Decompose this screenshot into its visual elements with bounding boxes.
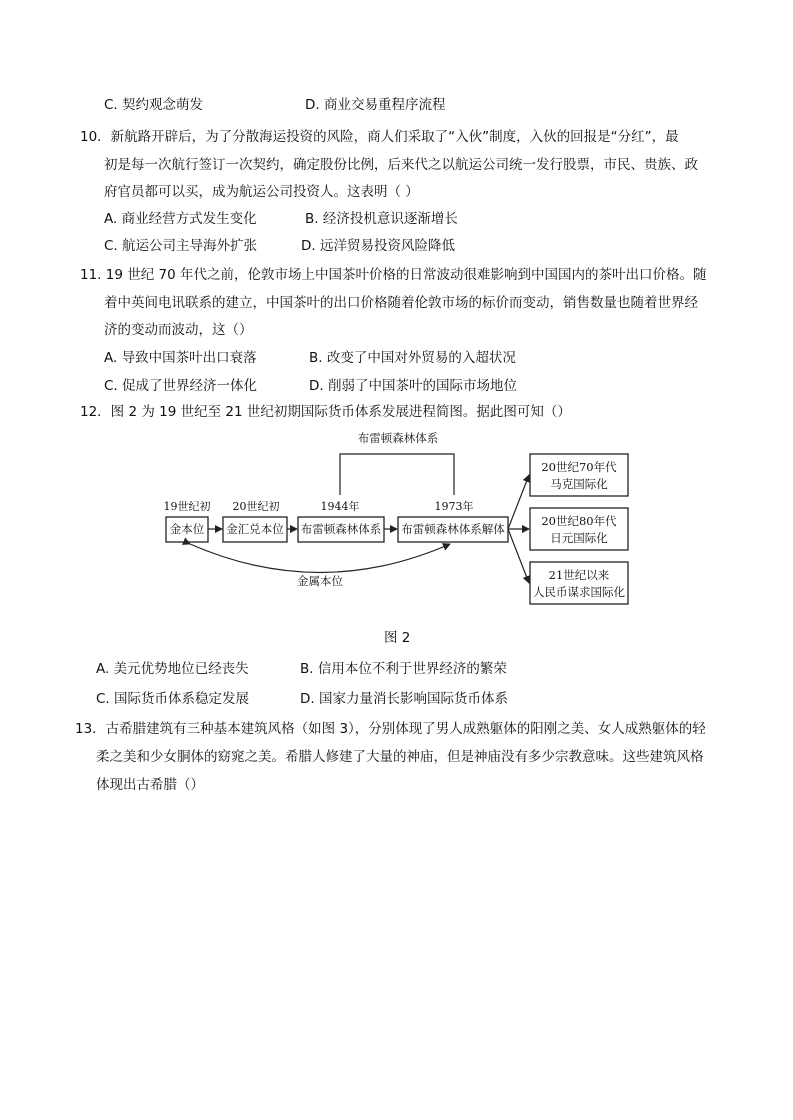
monetary-system-diagram <box>150 425 640 610</box>
q11-stem-line2: 着中英间电讯联系的建立，中国茶叶的出口价格随着伦敦市场的标价而变动，销售数量也随着世界经 <box>104 295 698 311</box>
era-label-2: 20世纪初 <box>232 500 280 513</box>
q10-option-a: A. 商业经营方式发生变化 <box>104 211 257 227</box>
q10-option-c: C. 航运公司主导海外扩张 <box>104 238 258 254</box>
q10-stem-line1: 10．新航路开辟后，为了分散海运投资的风险，商人们采取了“入伙”制度，入伙的回报是“分红”，最 <box>80 129 679 145</box>
q11-option-d: D. 削弱了中国茶叶的国际市场地位 <box>309 378 517 394</box>
outcome-1-line1: 20世纪70年代 <box>541 460 617 474</box>
stage-text-2: 金汇兑本位 <box>226 522 284 536</box>
outcome-3-line1: 21世纪以来 <box>548 568 610 582</box>
q13-stem-line1: 13．古希腊建筑有三种基本建筑风格（如图 3），分别体现了男人成熟躯体的阳刚之美、女人成熟躯体的轻 <box>75 721 706 737</box>
q9-option-c: C. 契约观念萌发 <box>104 97 204 113</box>
arrow-to-outcome-3 <box>508 529 529 583</box>
q13-stem-line3: 体现出古希腊（） <box>96 777 204 793</box>
q11-option-a: A. 导致中国茶叶出口衰落 <box>104 350 257 366</box>
outcome-2-line1: 20世纪80年代 <box>541 514 617 528</box>
q11-stem-line3: 济的变动而波动，这（） <box>104 322 253 338</box>
q10-option-b: B. 经济投机意识逐渐增长 <box>305 211 458 227</box>
q12-stem: 12．图 2 为 19 世纪至 21 世纪初期国际货币体系发展进程简图。据此图可知（） <box>80 404 571 420</box>
q9-option-d: D. 商业交易重程序流程 <box>305 97 446 113</box>
metal-standard-curve-arrow <box>190 544 450 573</box>
era-label-4: 1973年 <box>434 500 474 513</box>
outcome-2-line2: 日元国际化 <box>550 531 608 545</box>
figure-caption: 图 2 <box>384 630 411 646</box>
q12-option-c: C. 国际货币体系稳定发展 <box>96 691 250 707</box>
stage-text-4: 布雷顿森林体系解体 <box>401 522 505 536</box>
outcome-3-line2: 人民币谋求国际化 <box>533 585 625 599</box>
q11-stem-line1: 11. 19 世纪 70 年代之前，伦敦市场上中国茶叶价格的日常波动很难影响到中国国内的茶叶出口价格。随 <box>80 267 707 283</box>
stage-text-3: 布雷顿森林体系 <box>300 522 382 536</box>
era-label-3: 1944年 <box>320 500 360 513</box>
q11-option-c: C. 促成了世界经济一体化 <box>104 378 258 394</box>
era-label-1: 19世纪初 <box>163 500 211 513</box>
q12-option-a: A. 美元优势地位已经丧失 <box>96 661 249 677</box>
bretton-woods-bracket <box>340 454 454 495</box>
arrow-to-outcome-1 <box>508 475 529 529</box>
outcome-1-line2: 马克国际化 <box>550 477 608 491</box>
q10-stem-line2: 初是每一次航行签订一次契约，确定股份比例，后来代之以航运公司统一发行股票，市民、贵族、政 <box>104 157 698 173</box>
q12-option-b: B. 信用本位不利于世界经济的繁荣 <box>300 661 507 677</box>
metal-standard-label: 金属本位 <box>297 574 343 588</box>
q10-option-d: D. 远洋贸易投资风险降低 <box>301 238 455 254</box>
q10-stem-line3: 府官员都可以买，成为航运公司投资人。这表明（ ） <box>104 184 419 200</box>
bretton-woods-top-label: 布雷顿森林体系 <box>357 431 439 445</box>
stage-text-1: 金本位 <box>169 522 205 536</box>
q13-stem-line2: 柔之美和少女胴体的窈窕之美。希腊人修建了大量的神庙，但是神庙没有多少宗教意味。这些建筑风格 <box>96 749 704 765</box>
q11-option-b: B. 改变了中国对外贸易的入超状况 <box>309 350 516 366</box>
q12-option-d: D. 国家力量消长影响国际货币体系 <box>300 691 508 707</box>
